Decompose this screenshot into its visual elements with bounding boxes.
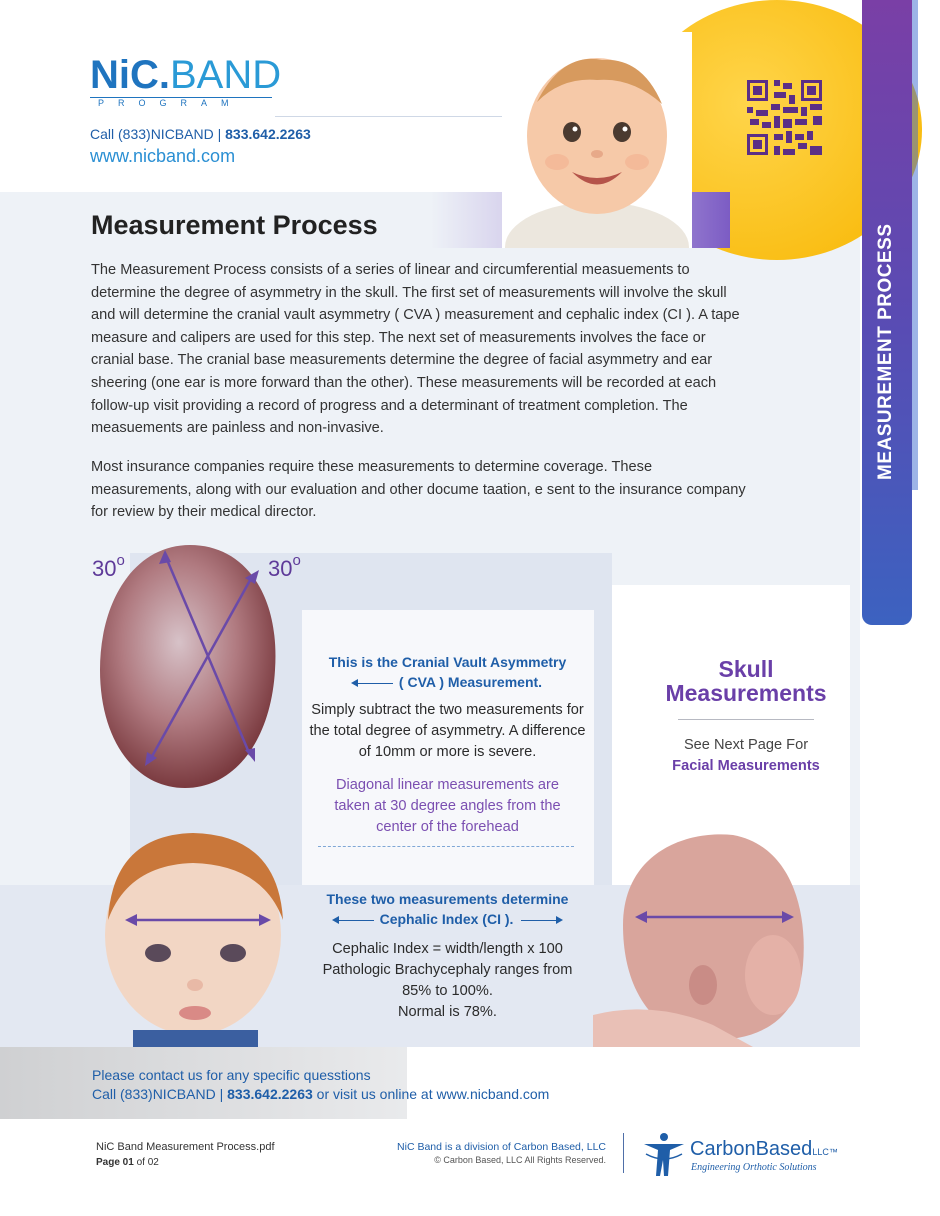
smiling-baby-photo — [502, 32, 692, 248]
carbonbased-figure-icon — [640, 1130, 688, 1178]
arrow-left-icon — [334, 920, 374, 922]
contact-line1: Please contact us for any specific quesstions — [92, 1067, 371, 1083]
footer-page-number: Page 01 of 02 — [96, 1157, 159, 1168]
cva-block — [305, 652, 590, 838]
arrow-right-icon — [521, 920, 561, 922]
logo-band: BAND — [170, 53, 282, 97]
side-tab-label: MEASUREMENT PROCESS — [875, 223, 896, 480]
insurance-paragraph: Most insurance companies require these measurements to determine coverage. These measurements, along with our evaluation and other docume taation, e sent to the insurance company for review by their medical director. — [91, 459, 746, 521]
carbonbased-logo-text: CarbonBasedLLC™ — [690, 1138, 838, 1160]
nicband-logo — [90, 55, 281, 108]
ci-formula: Cephalic Index = width/length x 100 — [332, 941, 563, 957]
facial-measurements-link[interactable]: Facial Measurements — [672, 758, 820, 774]
footer-separator — [623, 1133, 624, 1173]
left-angle-label: 30$^o$ — [92, 552, 125, 581]
ci-pathologic: Pathologic Brachycephaly ranges from 85% to 100%. — [322, 962, 573, 999]
baby-side-head-image — [593, 825, 810, 1047]
header-phone-number[interactable]: 833.642.2263 — [225, 126, 311, 142]
footer-file-name: NiC Band Measurement Process.pdf — [96, 1141, 275, 1153]
cva-heading-line1: This is the Cranial Vault Asymmetry — [328, 654, 567, 670]
ci-heading-line2: Cephalic Index (CI ). — [305, 909, 590, 929]
right-angle-label: 30$^o$ — [268, 552, 301, 581]
skull-box-rule — [678, 719, 814, 720]
baby-front-face-image — [93, 825, 298, 1047]
footer-division: NiC Band is a division of Carbon Based, LLC © Carbon Based, LLC All Rights Reserved. — [397, 1141, 606, 1165]
cva-note: Diagonal linear measurements are taken at 30 degree angles from the center of the forehead — [334, 777, 561, 835]
page-title: Measurement Process — [91, 210, 378, 240]
cva-text: Simply subtract the two measurements for the total degree of asymmetry. A difference of 10mm or more is severe. — [309, 702, 586, 760]
footer-contact — [92, 1066, 549, 1104]
intro-paragraph: The Measurement Process consists of a series of linear and circumferential measuements to determine the degree of asymmetry in the skull. The first set of measurements will involve the skull and will determine the cranial vault asymmetry ( CVA ) measurement and cephalic index (CI ). A tape measure and calipers are used for this step. The next set of measurements involves the face or cranial base. The cranial base measurements determine the degree of facial asymmetry and ear sheering (one ear is more forward than the other). These measurements will be recorded at each follow-up visit providing a record of progress and a determinant of treatment completion. The measuements are painless and non-invasive. — [91, 262, 740, 437]
cva-heading-line2: ( CVA ) Measurement. — [305, 672, 590, 692]
header-url-link[interactable]: www.nicband.com — [90, 146, 236, 166]
dashed-divider — [318, 846, 574, 847]
contact-phone-link[interactable]: 833.642.2263 — [227, 1086, 313, 1102]
logo-main: NiC. — [90, 53, 170, 97]
logo-sub: PROGRAM — [90, 97, 272, 108]
side-tab-accent — [912, 0, 918, 490]
ci-normal: Normal is 78%. — [398, 1004, 497, 1020]
ci-heading-line1: These two measurements determine — [326, 891, 569, 907]
header-rule — [275, 116, 535, 117]
see-next-page: See Next Page For Facial Measurements — [672, 737, 820, 774]
carbonbased-tagline: Engineering Orthotic Solutions — [691, 1162, 817, 1173]
contact-line2: Call (833)NICBAND | 833.642.2263 or visit us online at www.nicband.com — [92, 1086, 550, 1102]
arrow-left-icon — [353, 683, 393, 685]
qr-code[interactable] — [747, 80, 822, 155]
header-phone — [90, 126, 311, 142]
ci-block — [305, 889, 590, 1023]
header-phone-label: Call (833)NICBAND | — [90, 126, 222, 142]
contact-suffix: or visit us online at www.nicband.com — [312, 1086, 550, 1102]
skull-measurements-title: Skull Measurements — [665, 656, 827, 706]
